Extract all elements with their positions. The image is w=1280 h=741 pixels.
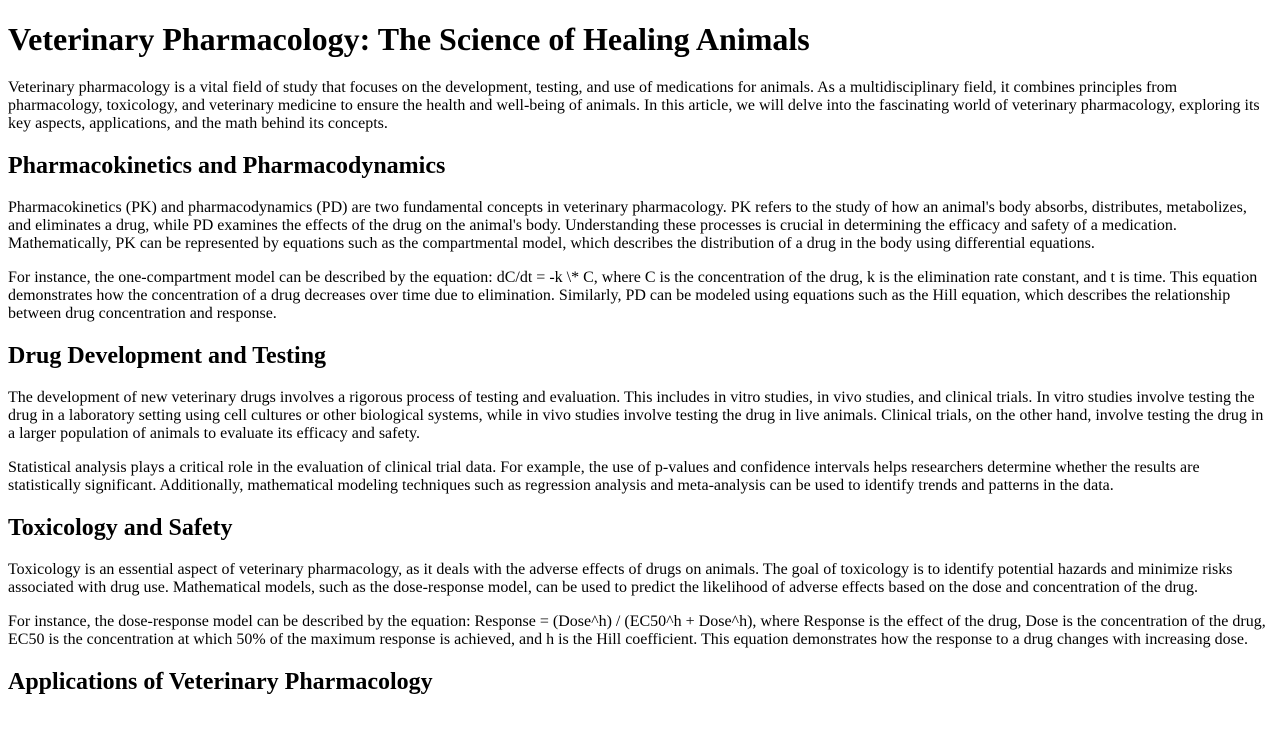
article xyxy=(0,21,1280,696)
paragraph: The development of new veterinary drugs involves a rigorous process of testing and evaluation. This includes in vitro studies, in vivo studies, and clinical trials. In vitro studies involve testing the drug in a laboratory setting using cell cultures or other biological systems, while in vivo studies involve testing the drug in live animals. Clinical trials, on the other hand, involve testing the drug in a larger population of animals to evaluate its efficacy and safety. xyxy=(8,389,1264,442)
section-heading: Pharmacokinetics and Pharmacodynamics xyxy=(8,153,446,179)
section-drug-development xyxy=(8,342,1272,495)
page-title: Veterinary Pharmacology: The Science of Healing Animals xyxy=(8,21,810,57)
paragraph: Pharmacokinetics (PK) and pharmacodynamics (PD) are two fundamental concepts in veterinary pharmacology. PK refers to the study of how an animal's body absorbs, distributes, metabolizes, and eliminates a drug, while PD examines the effects of the drug on the animal's body. Understanding these processes is crucial in determining the efficacy and safety of a medication. Mathematically, PK can be represented by equations such as the compartmental model, which describes the distribution of a drug in the body using differential equations. xyxy=(8,199,1247,252)
section-toxicology xyxy=(8,514,1272,649)
section-applications xyxy=(8,668,1272,696)
paragraph: Statistical analysis plays a critical role in the evaluation of clinical trial data. For example, the use of p-values and confidence intervals helps researchers determine whether the results are statistically significant. Additionally, mathematical modeling techniques such as regression analysis and meta-analysis can be used to identify trends and patterns in the data. xyxy=(8,459,1200,494)
paragraph: For instance, the dose-response model can be described by the equation: Response = (Dose^h) / (EC50^h + Dose^h), where Response is the effect of the drug, Dose is the concentration of the drug, EC50 is the concentration at which 50% of the maximum response is achieved, and h is the Hill coefficient. This equation demonstrates how the response to a drug changes with increasing dose. xyxy=(8,613,1266,648)
section-pk-pd xyxy=(8,152,1272,323)
section-heading: Toxicology and Safety xyxy=(8,515,233,541)
paragraph: For instance, the one-compartment model can be described by the equation: dC/dt = -k \* C, where C is the concentration of the drug, k is the elimination rate constant, and t is time. This equation demonstrates how the concentration of a drug decreases over time due to elimination. Similarly, PD can be modeled using equations such as the Hill equation, which describes the relationship between drug concentration and response. xyxy=(8,269,1258,322)
intro-paragraph: Veterinary pharmacology is a vital field of study that focuses on the development, testing, and use of medications for animals. As a multidisciplinary field, it combines principles from pharmacology, toxicology, and veterinary medicine to ensure the health and well-being of animals. In this article, we will delve into the fascinating world of veterinary pharmacology, exploring its key aspects, applications, and the math behind its concepts. xyxy=(8,79,1260,132)
paragraph: Toxicology is an essential aspect of veterinary pharmacology, as it deals with the adverse effects of drugs on animals. The goal of toxicology is to identify potential hazards and minimize risks associated with drug use. Mathematical models, such as the dose-response model, can be used to predict the likelihood of adverse effects based on the dose and concentration of the drug. xyxy=(8,561,1233,596)
section-heading: Applications of Veterinary Pharmacology xyxy=(8,669,433,695)
section-heading: Drug Development and Testing xyxy=(8,343,327,369)
